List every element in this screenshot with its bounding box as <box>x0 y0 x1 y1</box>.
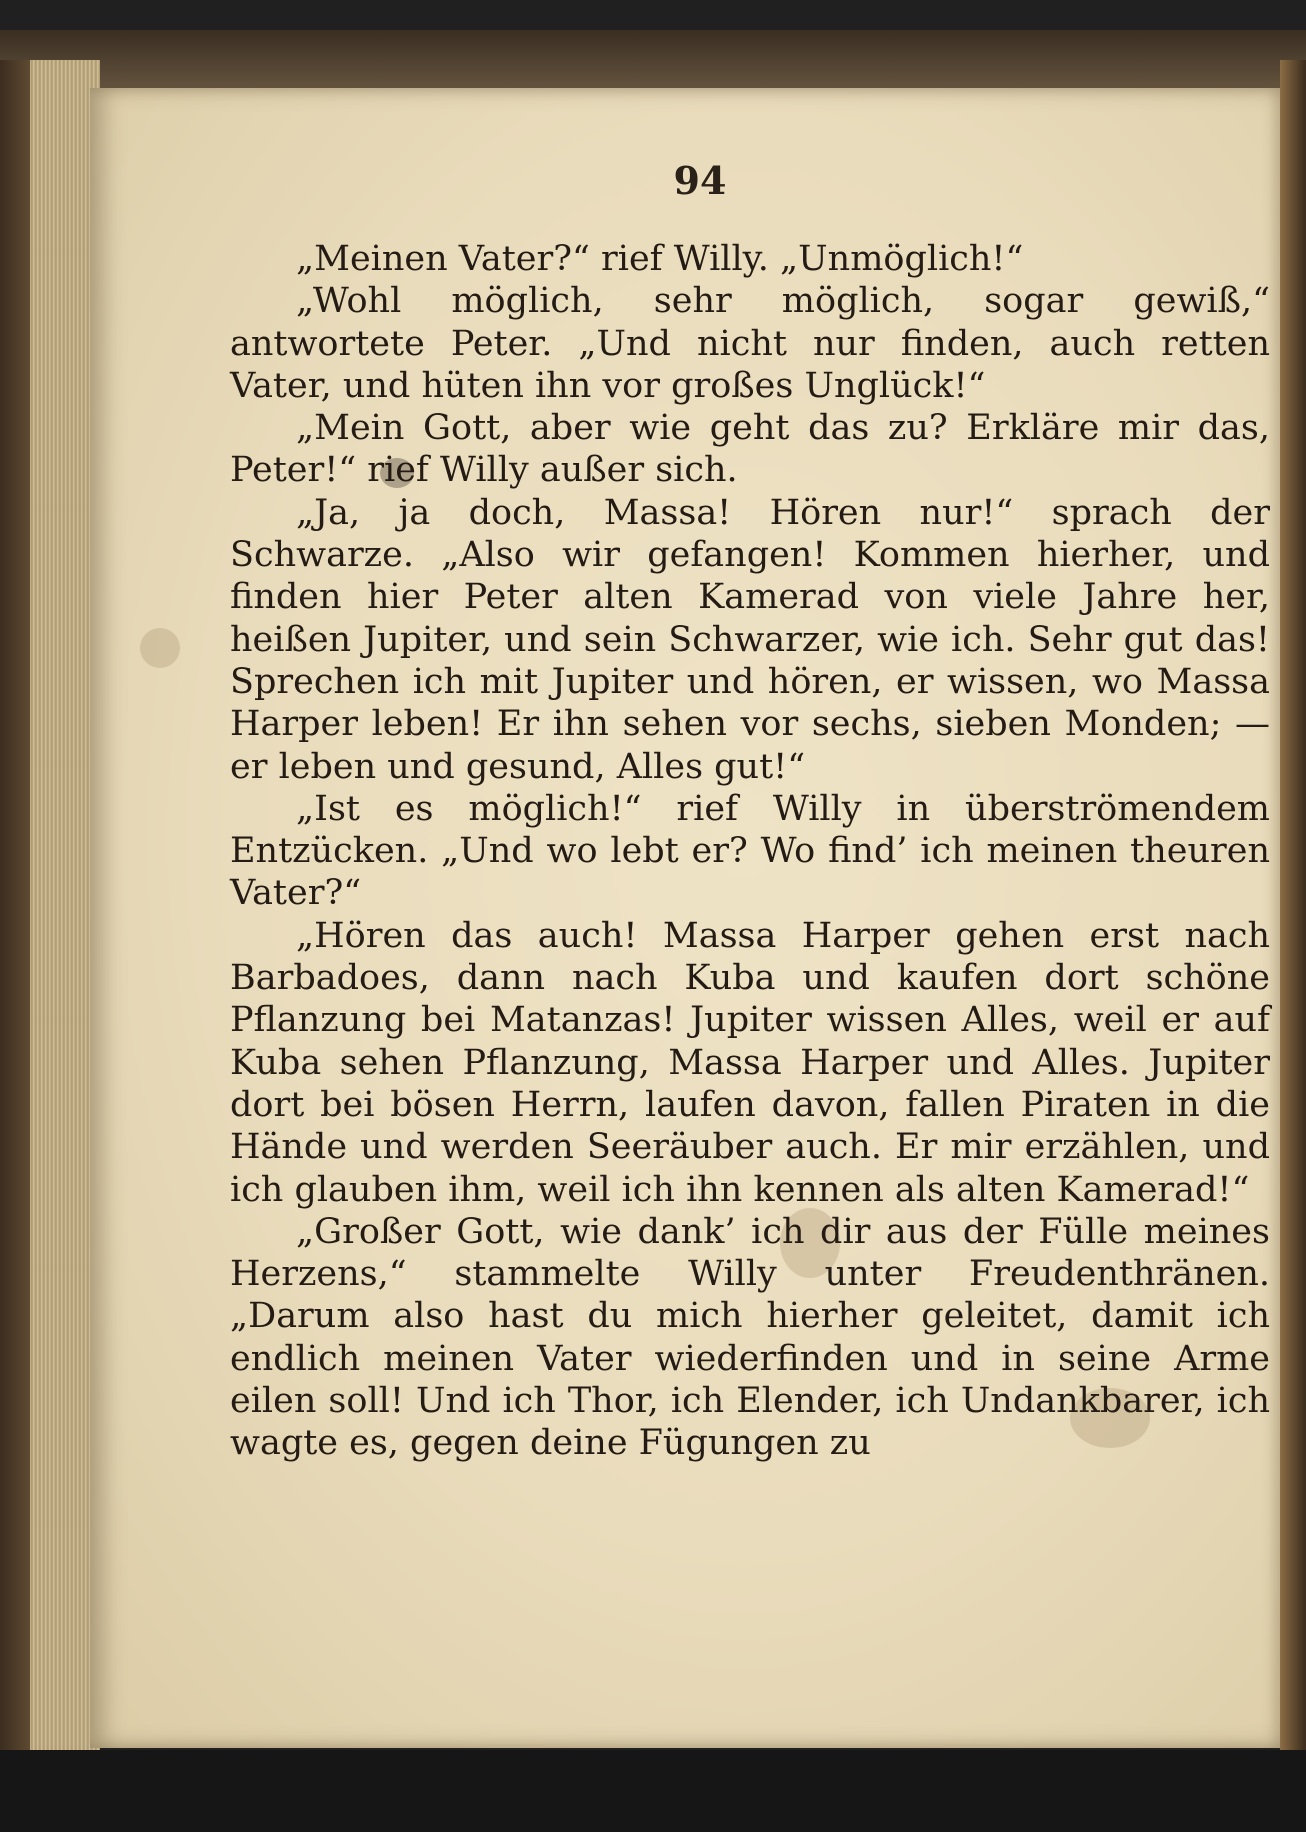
foxing-spot <box>140 628 180 668</box>
background-bottom <box>0 1750 1306 1832</box>
book-cover-right <box>1280 60 1306 1760</box>
paragraph: „Ist es möglich!“ rief Willy in überströmendem Entzücken. „Und wo lebt er? Wo find’ ich meinen theuren Vater?“ <box>230 788 1270 914</box>
body-text <box>230 238 1270 1465</box>
paragraph: „Großer Gott, wie dank’ ich dir aus der Fülle meines Herzens,“ stammelte Willy unter Freudenthränen. „Darum also hast du mich hierher geleitet, damit ich endlich meinen Vater wiederfinden und in seine Arme eilen soll! Und ich Thor, ich Elender, ich Undankbarer, ich wagte es, gegen deine Fügungen zu <box>230 1211 1270 1464</box>
book-page <box>90 88 1280 1748</box>
paragraph: „Mein Gott, aber wie geht das zu? Erkläre mir das, Peter!“ rief Willy außer sich. <box>230 408 1270 491</box>
paragraph: „Meinen Vater?“ rief Willy. „Unmöglich!“ <box>296 239 1024 279</box>
paragraph: „Hören das auch! Massa Harper gehen erst nach Barbadoes, dann nach Kuba und kaufen dort schöne Pflanzung bei Matanzas! Jupiter wissen Alles, weil er auf Kuba sehen Pflanzung, Massa Harper und Alles. Jupiter dort bei bösen Herrn, laufen davon, fallen Piraten in die Hände und werden Seeräuber auch. Er mir erzählen, und ich glauben ihm, weil ich ihn kennen als alten Kamerad!“ <box>230 915 1270 1210</box>
paragraph: „Ja, ja doch, Massa! Hören nur!“ sprach der Schwarze. „Also wir gefangen! Kommen hierher, und finden hier Peter alten Kamerad von viele Jahre her, heißen Jupiter, und sein Schwarzer, wie ich. Sehr gut das! Sprechen ich mit Jupiter und hören, er wissen, wo Massa Harper leben! Er ihn sehen vor sechs, sieben Monden; — er leben und gesund, Alles gut!“ <box>230 492 1270 787</box>
page-number: 94 <box>673 158 727 203</box>
paragraph: „Wohl möglich, sehr möglich, sogar gewiß,“ antwortete Peter. „Und nicht nur finden, auch retten Vater, und hüten ihn vor großes Unglück!“ <box>230 281 1270 406</box>
